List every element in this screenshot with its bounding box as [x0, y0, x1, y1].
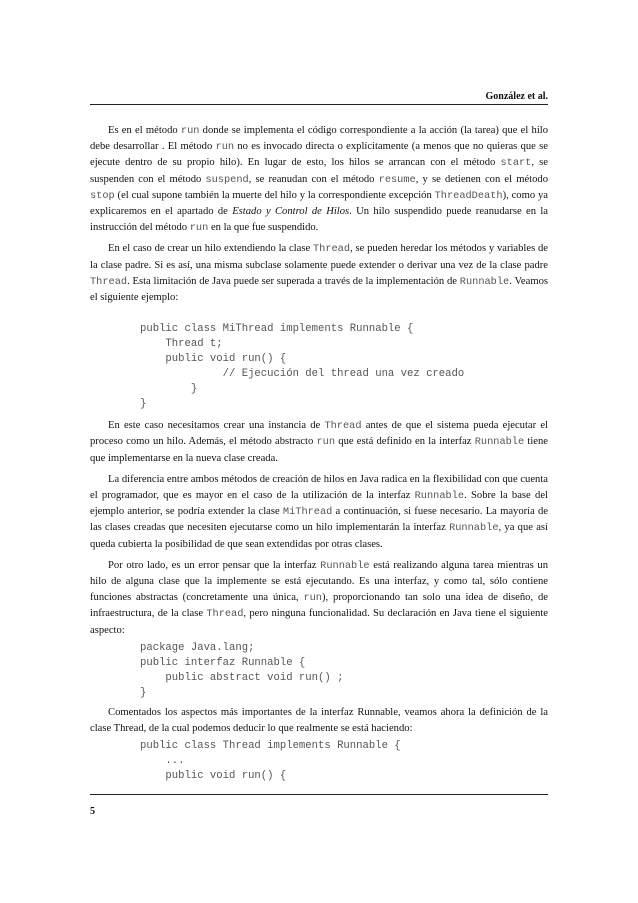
inline-code: Thread: [324, 420, 362, 433]
paragraph-thread-instance: En este caso necesitamos crear una instancia de Thread antes de que el sistema pueda ejecutar el proceso como un hilo. Además, el método abstracto run que está definido en la interfaz Runnable tiene que implementarse en la nueva clase creada.: [90, 420, 548, 464]
paragraph-thread-class: Comentados los aspectos más importantes de la interfaz Runnable, veamos ahora la definición de la clase Thread, de la cual podemos deducir lo que realmente se está haciendo:: [90, 706, 548, 735]
inline-code: Runnable: [414, 490, 465, 503]
inline-code: run: [215, 141, 235, 154]
paragraph-difference: La diferencia entre ambos métodos de creación de hilos en Java radica en la flexibilidad con que cuenta el programador, que es mayor en el caso de la utilización de la interfaz Runnable. Sobre la base del ejemplo anterior, se podría extender la clase MiThread a continuación, si fuese necesario. La mayoría de las clases creadas que necesiten ejecutarse como un hilo implementarán la interfaz Runnable, ya que así queda cubierta la posibilidad de que sean extendidas por otras clases.: [90, 473, 548, 550]
footer-rule: [90, 794, 548, 795]
inline-code: run: [180, 125, 200, 137]
code-block-thread-class: public class Thread implements Runnable { ... public void run() {: [140, 740, 401, 783]
paragraph-runnable-interface: Por otro lado, es un error pensar que la interfaz Runnable está realizando alguna tarea mientras un hilo de alguna clase que la implemente se está ejecutando. Es una interfaz, y como tal, sólo contiene funciones abstractas (concretamente una única, run), proporcionando tan solo una idea de diseño, de infraestructura, de la clase Thread, pero ninguna funcionalidad. Su declaración en Java tiene el siguiente aspecto:: [90, 559, 548, 636]
inline-code: run: [303, 592, 322, 605]
inline-code: run: [316, 436, 336, 449]
inline-code: MiThread: [282, 506, 333, 519]
inline-code: Runnable: [459, 275, 510, 288]
inline-code: run: [189, 222, 209, 235]
inline-code: stop: [90, 189, 115, 202]
paragraph-extend-thread: En el caso de crear un hilo extendiendo la clase Thread, se pueden heredar los métodos y variables de la clase padre. Si es así, una misma subclase solamente puede extender o derivar una vez de la clase padre Thread. Esta limitación de Java puede ser superada a través de la implementación de Runnable. Veamos el siguiente ejemplo:: [90, 243, 548, 304]
inline-code: Runnable: [474, 436, 525, 449]
inline-code: suspend: [205, 173, 249, 186]
paragraph-run-method: Es en el método run donde se implementa el código correspondiente a la acción (la tarea) que el hilo debe desarrollar . El método run no es invocado directa o explícitamente (a menos que no quieras que se ejecute dentro de su propio hilo). En lugar de esto, los hilos se arrancan con el método start, se suspenden con el método suspend, se reanudan con el método resume, y se detienen con el método stop (el cual supone también la muerte del hilo y la correspondiente excepción ThreadDeath), como ya explicaremos en el apartado de Estado y Control de Hilos. Un hilo suspendido puede reanudarse en la instrucción del método run en la que fue suspendido.: [90, 125, 549, 235]
running-header: González et al.: [485, 91, 548, 102]
inline-code: Runnable: [320, 559, 370, 572]
inline-code: Thread: [312, 243, 351, 256]
inline-code: Runnable: [449, 522, 499, 535]
page-body: [90, 123, 548, 784]
code-block-runnable: package Java.lang; public interfaz Runnable { public abstract void run() ; }: [140, 641, 344, 699]
inline-code: ThreadDeath: [434, 189, 503, 202]
header-rule: [90, 104, 548, 105]
inline-code: Thread: [90, 275, 128, 288]
inline-code: Thread: [206, 608, 244, 621]
page-number: 5: [90, 806, 95, 817]
code-block-mithread: public class MiThread implements Runnable { Thread t; public void run() { // Ejecución del thread una vez creado } }: [140, 323, 465, 411]
inline-code: resume: [378, 173, 416, 186]
inline-code: start: [500, 157, 532, 170]
section-reference: Estado y Control de Hilos: [232, 206, 350, 218]
